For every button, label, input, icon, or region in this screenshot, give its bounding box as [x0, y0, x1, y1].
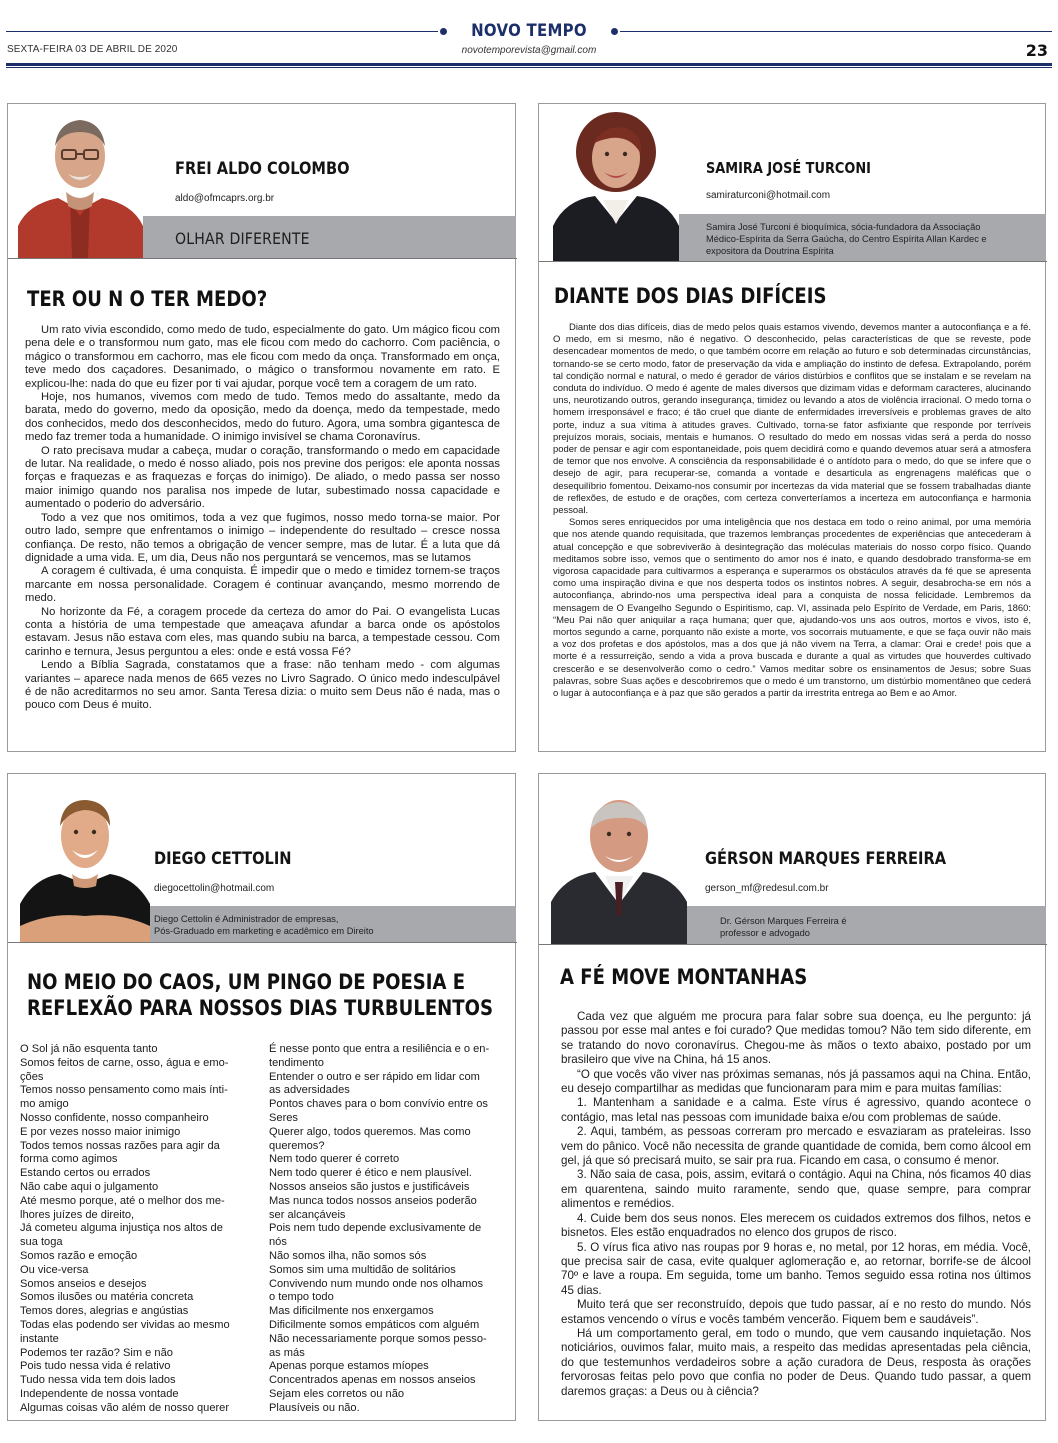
poem-line: queremos?: [269, 1139, 325, 1152]
paragraph: 4. Cuide bem dos seus nonos. Eles merecem os cuidados extremos dos filhos, netos e bisnetos. Eles estão enquadrados no elenco dos grupos de risco.: [561, 1211, 1031, 1240]
poem-line: Somos anseios e desejos: [20, 1277, 147, 1290]
poem-line: sua toga: [20, 1236, 63, 1249]
poem-line: Somos sim uma multidão de solitários: [269, 1263, 456, 1276]
column-name: OLHAR DIFERENTE: [175, 229, 310, 248]
paragraph: Todo a vez que nos omitimos, toda a vez que fugimos, nosso medo torna-se maior. Por outro lado, sempre que enfrentamos o inimigo – independente do resultado – cresce nossa confiança. De resto, não temos a obrigação de vencer sempre, mas de lutar. É a luta que dá dignidade a uma vida. E, um dia, Deus não nos perguntará se vencemos, mas se lutamos: [25, 511, 500, 564]
header-bottom-rule: [539, 261, 1047, 262]
paragraph: Um rato vivia escondido, como medo de tudo, especialmente do gato. Um mágico ficou com pena dele e o transformou num gato, mas ele ficou com medo do cachorro. Com paciência, o mágico o transformou em cachorro, mas ele ficou com medo da onça. Transformado em onça, teve medo dos caçadores. Desanimado, o mágico o transformou novamente em rato. E explicou-lhe: nada do que eu fizer por ti vai ajudar, porque você tem a coragem de um rato.: [25, 324, 500, 390]
poem-line: Querer algo, todos queremos. Mas como: [269, 1125, 471, 1138]
paragraph: No horizonte da Fé, a coragem procede da certeza do amor do Pai. O evangelista Lucas conta a história de uma tempestade que ameaçava afundar a barca onde os apóstolos estavam. Jesus não estava com eles, mas quando subiu na barca, a tempestade cessou. Com carinho e ternura, Jesus perguntou a eles: onde e está vossa Fé?: [25, 605, 500, 658]
publication-email: novotemporevista@gmail.com: [461, 45, 597, 56]
author-photo-samira: [553, 106, 679, 261]
paragraph: 1. Mantenham a sanidade e a calma. Este vírus é agressivo, quando acontece o contágio, mas letal nas pessoas com imunidade baixa e/ou com problemas de saúde.: [561, 1096, 1031, 1124]
poem-line: Convivendo num mundo onde nos olhamos: [269, 1277, 483, 1290]
header-divider: [6, 63, 1052, 66]
poem-line: Não somos ilha, não somos sós: [269, 1249, 427, 1262]
article-body: [25, 324, 500, 713]
poem-line: lhores juízes de direito,: [20, 1208, 135, 1221]
poem-line: as más: [269, 1346, 305, 1359]
paragraph: Cada vez que alguém me procura para falar sobre sua doença, eu lhe pergunto: já passou por esse mal antes e foi curado? Que medidas tomou? Não tem sido diferente, em se tratando do novo coronavírus. Chegou-me às mãos o texto abaixo, postado por um brasileiro que vive na China, há 15 anos.: [561, 1010, 1031, 1067]
article-title: [27, 970, 493, 1021]
article-title: DIANTE DOS DIAS DIFÍCEIS: [554, 284, 827, 308]
poem-line: Plausíveis ou não.: [269, 1401, 360, 1414]
bio-line: Diego Cettolin é Administrador de empresas,: [154, 914, 339, 924]
paragraph: Muito terá que ser reconstruído, depois que tudo passar, aí e no resto do mundo. Nós estamos vencendo o vírus e vocês também vencerão. Fiquem bem e saudáveis”.: [561, 1298, 1031, 1326]
author-email[interactable]: gerson_mf@redesul.com.br: [705, 883, 829, 894]
poem-line: Apenas porque estamos míopes: [269, 1360, 429, 1373]
poem-line: Já cometeu alguma injustiça nos altos de: [20, 1222, 223, 1235]
poem-line: instante: [20, 1332, 59, 1345]
poem-line: Não cabe aqui o julgamento: [20, 1180, 159, 1193]
article-box-gerson: [538, 773, 1046, 1421]
poem-line: Pois nem tudo depende exclusivamente de: [269, 1222, 482, 1235]
poem-line: Nosso confidente, nosso companheiro: [20, 1111, 209, 1124]
poem-line: Concentrados apenas em nossos anseios: [269, 1374, 476, 1387]
bio-line: Dr. Gérson Marques Ferreira é: [720, 916, 847, 926]
poem-column-right: [269, 1043, 511, 1416]
header-bottom-rule: [8, 942, 517, 943]
author-name: DIEGO CETTOLIN: [154, 849, 292, 869]
article-box-diego: [7, 773, 516, 1421]
poem-line: Não necessariamente porque somos pesso-: [269, 1332, 487, 1345]
author-name: GÉRSON MARQUES FERREIRA: [705, 849, 947, 869]
poem-line: Temos dores, alegrias e angústias: [20, 1305, 189, 1318]
paragraph: 5. O vírus fica ativo nas roupas por 9 horas e, no metal, por 12 horas, em média. Você, que precisa sair de casa, evite qualquer aglomeração e, ao retornar, borrife-se de álcool 70º e lave a roupa. Em seguida, tome um banho. Temos seguido essa rotina nos últimos 45 dias.: [561, 1240, 1031, 1297]
poem-line: Pontos chaves para o bom convívio entre os: [269, 1098, 488, 1111]
header-bottom-rule: [8, 258, 517, 259]
paragraph: 3. Não saia de casa, pois, assim, evitará o contágio. Aqui na China, nós ficamos 40 dias em quarentena, saindo muito raramente, sendo que, quase sempre, para comprar alimentos e remédios.: [561, 1168, 1031, 1211]
poem-line: E por vezes nosso maior inimigo: [20, 1125, 181, 1138]
poem-line: É nesse ponto que entra a resiliência e o en-: [269, 1043, 490, 1055]
article-title: TER OU N O TER MEDO?: [27, 287, 268, 311]
poem-line: Estando certos ou errados: [20, 1167, 151, 1180]
author-photo-diego: [20, 786, 150, 942]
poem-line: as adversidades: [269, 1084, 350, 1097]
author-bio: [154, 913, 494, 937]
poem-line: nós: [269, 1236, 287, 1249]
title-line: NO MEIO DO CAOS, UM PINGO DE POESIA E: [27, 970, 466, 994]
poem-line: O Sol já não esquenta tanto: [20, 1043, 158, 1055]
author-email[interactable]: aldo@ofmcaprs.org.br: [175, 193, 275, 204]
issue-date: SEXTA-FEIRA 03 DE ABRIL DE 2020: [7, 44, 178, 55]
poem-line: ções: [20, 1070, 44, 1083]
poem-line: Ou vice-versa: [20, 1263, 89, 1276]
header-rule-right: [620, 31, 1052, 32]
paragraph: “O que vocês vão viver nas próximas semanas, nós já passamos aqui na China. Então, eu desejo compartilhar as medidas que funcionaram para mim e para muitas famílias:: [561, 1067, 1031, 1096]
poem-line: Nem todo querer é ético e nem plausível.: [269, 1167, 472, 1180]
poem-line: ser alcançáveis: [269, 1208, 346, 1221]
poem-line: Pois tudo nessa vida é relativo: [20, 1360, 171, 1373]
poem-line: Somos ilusões ou matéria concreta: [20, 1291, 194, 1304]
article-box-frei-aldo: [7, 103, 516, 752]
poem-line: Independente de nossa vontade: [20, 1387, 179, 1400]
bio-line: Pós-Graduado em marketing e acadêmico em Direito: [154, 926, 374, 936]
poem-line: forma como agimos: [20, 1153, 118, 1166]
paragraph: Hoje, nos humanos, vivemos com medo de tudo. Temos medo do assaltante, medo da barata, medo do governo, medo da oposição, medo da doença, medo da tempestade, medo dos conhecidos, medo dos desconhecidos, medo do futuro. Agora, uma sombra gigantesca de medo faz tremer toda a humanidade. O inimigo invisível se chama Coronavírus.: [25, 391, 500, 444]
poem-line: Mas nunca todos nossos anseios poderão: [269, 1194, 477, 1207]
author-name: FREI ALDO COLOMBO: [175, 159, 350, 179]
poem-line: Tudo nessa vida tem dois lados: [20, 1374, 176, 1387]
article-title: A FÉ MOVE MONTANHAS: [560, 965, 808, 989]
author-email[interactable]: samiraturconi@hotmail.com: [706, 190, 831, 201]
poem-column-left: [20, 1043, 262, 1416]
poem-line: tendimento: [269, 1056, 324, 1069]
poem-line: Seres: [269, 1111, 298, 1124]
bio-line: professor e advogado: [720, 928, 810, 938]
poem-line: Nem todo querer é correto: [269, 1153, 400, 1166]
article-box-samira: [538, 103, 1046, 752]
header-dot-right: [611, 28, 618, 35]
author-bio: [720, 915, 1020, 939]
title-line: REFLEXÃO PARA NOSSOS DIAS TURBULENTOS: [27, 995, 493, 1020]
poem-line: Nossos anseios são justos e justificáveis: [269, 1180, 470, 1193]
poem-line: Entender o outro e ser rápido em lidar com: [269, 1070, 480, 1083]
poem-line: Sejam eles corretos ou não: [269, 1387, 405, 1400]
poem-line: Algumas coisas vão além de nosso querer: [20, 1401, 230, 1414]
author-bio: Samira José Turconi é bioquímica, sócia-fundadora da Associação Médico-Espírita da Serra Gaúcha, do Centro Espírita Allan Kardec e expositora da Doutrina Espírita: [706, 222, 987, 256]
author-name: SAMIRA JOSÉ TURCONI: [706, 159, 871, 177]
author-photo-gerson: [551, 784, 687, 944]
paragraph: Somos seres enriquecidos por uma inteligência que nos destaca em todo o reino animal, por uma memória que nos atende quando requisitada, que trazemos lembranças procedentes de experiências que antecederam à atual concepção e que sobreviverão à desintegração das moléculas materiais do nosso corpo físico. Quando meditamos sobre isso, vemos que o sentimento do amor nos é inato, e quando desdobrado transforma-se em vigorosa capacidade para cultivarmos a esperança e superarmos os obstáculos através da fé que se apresenta como uma inspiração divina e que nos desperta todos os instintos nobres. A seguir, desabrocha-se em nós a autoconfiança, abrindo-nos uma perspectiva ideal para a conquista de nossa felicidade. Lembremos da mensagem de O Evangelho Segundo o Espiritismo, cap. VI, assinada pelo Espírito de Verdade, em Paris, 1860: “Meu Pai não quer aniquilar a raça humana; quer que, ajudando-vos uns aos outros, mortos e vivos, isto é, mortos segundo a carne, porquanto não existe a morte, vos socorrais mutuamente, e que se faça ouvir não mais a voz dos profetas e dos apóstolos, mas a dos que já não vivem na Terra, a clamar: Orai e crede! pois que a morte é a ressurreição, sendo a vida a prova buscada e durante a qual as virtudes que houverdes cultivado crescerão e se desenvolverão como o cedro.” Vamos meditar sobre os ensinamentos de Jesus; sobre Suas palavras, sobre Suas ações e descobriremos que o medo é um transtorno, um distúrbio momentâneo que cederá o lugar à autoconfiança e à paz que são gerados a partir da irrestrita entrega ao Bem e ao Amor.: [553, 517, 1031, 700]
page-number: 23: [1025, 41, 1048, 60]
paragraph: 2. Aqui, também, as pessoas correram pro mercado e esvaziaram as prateleiras. Isso vem do pânico. Você não necessita de grande quantidade de comida, bem como álcool em gel, já que só precisará muito, se sair pra rua. Ficando em casa, o consumo é menor.: [561, 1125, 1031, 1168]
article-body: [553, 322, 1031, 700]
poem-line: Dificilmente somos empáticos com alguém: [269, 1318, 480, 1331]
poem-line: Mas dificilmente nos enxergamos: [269, 1305, 434, 1318]
article-body: [561, 1010, 1031, 1399]
poem-line: mo amigo: [20, 1098, 69, 1111]
poem-line: Até mesmo porque, até o melhor dos me-: [20, 1194, 225, 1207]
header-divider-thin: [6, 67, 1052, 68]
poem-line: Somos feitos de carne, osso, água e emo-: [20, 1056, 229, 1069]
poem-line: Temos nosso pensamento como mais ínti-: [20, 1084, 228, 1097]
header-bottom-rule: [539, 944, 1047, 945]
poem-line: Somos razão e emoção: [20, 1249, 138, 1262]
poem-line: Podemos ter razão? Sim e não: [20, 1346, 173, 1359]
page-header: [0, 0, 1058, 72]
author-photo-frei-aldo: [18, 106, 143, 258]
author-email[interactable]: diegocettolin@hotmail.com: [154, 883, 275, 894]
paragraph: Diante dos dias difíceis, dias de medo pelos quais estamos vivendo, devemos manter a autoconfiança e a fé. O medo, em si mesmo, não é negativo. O desconhecido, pelas características de que se reveste, pode desencadear momentos de medo, o que também ocorre em relação ao futuro e sob determinadas circunstâncias, tornando-se se certo modo, fator de preservação da vida e ampliação do instinto de defesa. Extrapolando, porém tal condição normal e natural, o medo é gerador de vários distúrbios e conflitos que se instalam e se revelam na conduta do indivíduo. O medo é agente de males diversos que dizimam vidas e deformam caracteres, alucinando uns, neurotizando outros, gerando insegurança, timidez ou levando a atos de violência irracional. O medo torna o homem irresponsável e fraco; é tão cruel que diante de enfermidades irreversíveis e problemas graves de alto porte, induz a sua vítima à atitudes graves. Cultivado, torna-se fator asfixiante que responde por terríveis prejuízos morais, sociais, mentais e humanos. O resultado do medo em nossas vidas será a perda do nosso poder de pensar e agir com espontaneidade, pois quem decidirá como e quando devemos atuar será a atmosfera de temor que nos envolve. A consciência da responsabilidade é o antídoto para o medo, do que se infere que o desejo de agir, para recuperar-se, comanda a vontade e desarticula as engrenagens maléficas que o desequilíbrio fomentou. Deixamo-nos consumir por incertezas da vida material que se fossem trabalhadas diante de reflexões, de estudo e de orações, com certeza converteríamos a incerteza em autoconfiança e harmonia pessoal.: [553, 322, 1031, 517]
paragraph: A coragem é cultivada, é uma conquista. É impedir que o medo e timidez tornem-se traços marcante em nossa personalidade. Coragem é continuar avançando, mesmo morrendo de medo.: [25, 565, 500, 605]
poem-line: Todas elas podendo ser vividas ao mesmo: [20, 1318, 230, 1331]
poem-line: o tempo todo: [269, 1291, 334, 1304]
publication-title: NOVO TEMPO: [471, 21, 587, 41]
paragraph: O rato precisava mudar a cabeça, mudar o coração, transformando o medo em capacidade de lutar. Na realidade, o medo é nosso aliado, pois nos previne dos perigos: ele aponta nossas forças e fraquezas e as fraquezas e forças do inimigo). De aliado, o medo passa ser nosso maior inimigo quando nos paralisa nos impede de lutar, subestimado nossa capacidade e aumentado o poderio do adversário.: [25, 444, 500, 511]
poem-line: Todos temos nossas razões para agir da: [20, 1139, 220, 1152]
paragraph: Lendo a Bíblia Sagrada, constatamos que a frase: não tenham medo - com algumas variantes – aparece nada menos de 665 vezes no Livro Sagrado. O único medo indesculpável é de não acreditarmos no seu amor. Santa Teresa dizia: o muito sem Deus não é nada, mas o pouco com Deus é muito.: [25, 659, 500, 712]
paragraph: Há um comportamento geral, em todo o mundo, que vem causando inquietação. Nos noticiários, ouvimos falar, muito mais, a respeito das medidas apresentadas pela ciência, do que testemunhos verdadeiros sobre a ação curadora de Deus, resposta às orações fervorosas feitas pelo povo que confia no poder de Deus. Quando tudo passar, a quem daremos graças: a Deus ou à ciência?: [561, 1326, 1031, 1398]
